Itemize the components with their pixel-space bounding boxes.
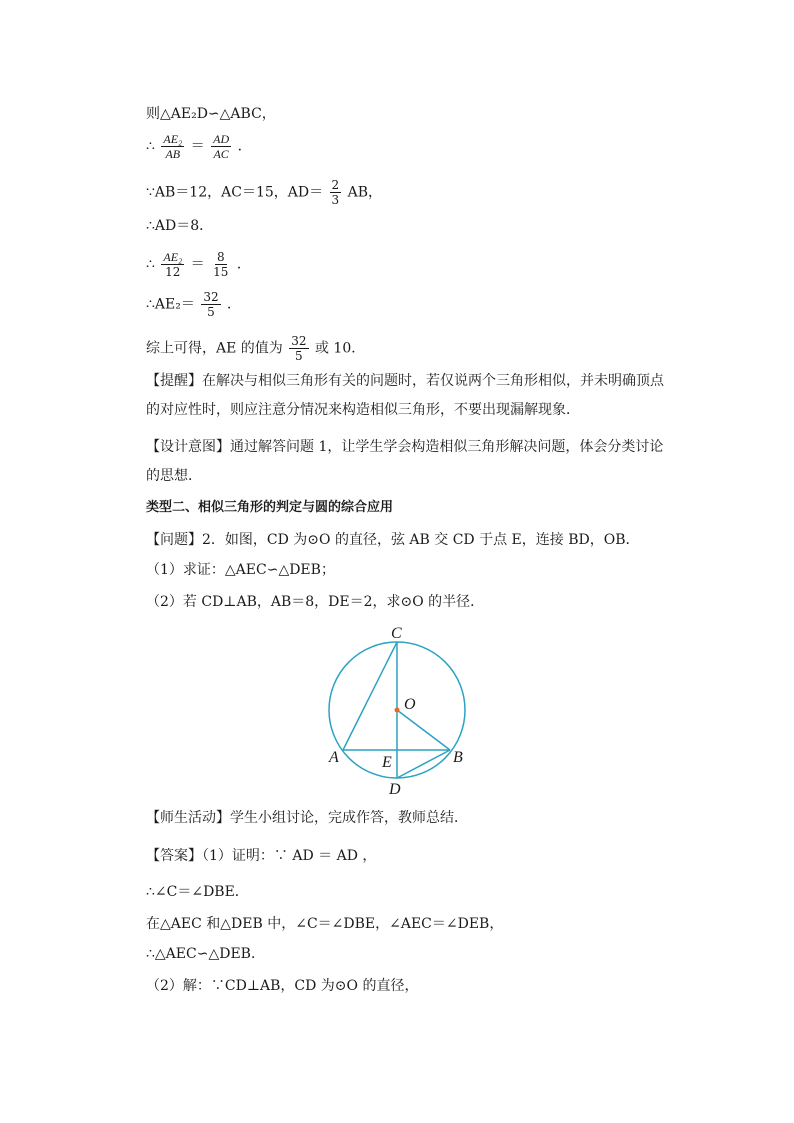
line-ad-value: ∴AD＝8． xyxy=(146,218,214,234)
denominator: 5 xyxy=(207,305,215,319)
section-heading: 类型二、相似三角形的判定与圆的综合应用 xyxy=(146,500,394,515)
numerator: 2 xyxy=(331,178,340,192)
fraction xyxy=(161,250,184,279)
equals: ＝ xyxy=(190,138,205,155)
activity-text: 【师生活动】学生小组讨论，完成作答，教师总结． xyxy=(146,810,468,826)
period: ． xyxy=(236,256,251,273)
label-o: O xyxy=(404,696,416,713)
segment-ob xyxy=(397,710,450,750)
circle-diagram xyxy=(320,622,520,802)
answer-line-4: ∴△AEC∽△DEB． xyxy=(146,946,265,962)
fraction xyxy=(289,334,308,363)
center-point xyxy=(395,708,400,713)
therefore-symbol: ∴ xyxy=(146,256,155,273)
label-e: E xyxy=(382,754,392,771)
ae2-text: ∴AE₂＝ xyxy=(146,296,195,313)
period: ． xyxy=(237,138,252,155)
fraction xyxy=(330,178,342,207)
segment-ac xyxy=(343,642,397,750)
line-ae2-value xyxy=(146,290,241,319)
question-part-1: （1）求证：△AEC∽△DEB； xyxy=(146,562,335,578)
answer-line-5: （2）解：∵CD⊥AB，CD 为⊙O 的直径， xyxy=(146,978,419,994)
fraction xyxy=(161,132,184,161)
given-end: AB， xyxy=(347,184,383,201)
reminder-paragraph: 【提醒】在解决与相似三角形有关的问题时，若仅说两个三角形相似，并未明确顶点的对应性时，则应注意分情况来构造相似三角形，不要出现漏解现象． xyxy=(146,373,664,418)
numerator: 8 xyxy=(216,250,225,264)
label-a: A xyxy=(329,749,339,766)
line-given-values xyxy=(146,178,382,207)
answer-line-3: 在△AEC 和△DEB 中，∠C＝∠DBE，∠AEC＝∠DEB， xyxy=(146,916,504,932)
question-part-2: （2）若 CD⊥AB，AB＝8，DE＝2，求⊙O 的半径． xyxy=(146,594,485,610)
line-ratio-numbers xyxy=(146,250,251,279)
design-intent-paragraph: 【设计意图】通过解答问题 1，让学生学会构造相似三角形解决问题，体会分类讨论的思想． xyxy=(146,439,664,484)
question-text: 【问题】2．如图，CD 为⊙O 的直径，弦 AB 交 CD 于点 E，连接 BD，OB． xyxy=(146,532,640,548)
label-c: C xyxy=(391,625,402,642)
numerator: AD xyxy=(213,132,230,146)
label-b: B xyxy=(453,749,463,766)
denominator: AC xyxy=(213,147,229,161)
fraction xyxy=(211,132,231,161)
fraction xyxy=(201,290,220,319)
numerator: 32 xyxy=(291,334,307,348)
label-d: D xyxy=(389,781,401,798)
line-similar-triangles: 则△AE₂D∽△ABC， xyxy=(146,106,276,122)
segment-bd xyxy=(397,750,450,778)
denominator: AB xyxy=(165,147,181,161)
fraction xyxy=(211,250,230,279)
equals: ＝ xyxy=(190,256,205,273)
numerator: AE₂ xyxy=(163,250,183,264)
conclusion-text: 综上可得，AE 的值为 xyxy=(146,340,283,357)
answer-text: 【答案】（1）证明：∵ AD ＝ AD ， xyxy=(146,848,377,864)
conclusion-end: 或 10． xyxy=(314,340,366,357)
numerator: 32 xyxy=(203,290,219,304)
given-text: ∵AB＝12，AC＝15，AD＝ xyxy=(146,184,324,201)
denominator: 15 xyxy=(213,265,229,279)
denominator: 5 xyxy=(295,349,303,363)
denominator: 12 xyxy=(165,265,181,279)
period: ． xyxy=(227,296,242,313)
answer-line-2: ∴∠C＝∠DBE． xyxy=(146,884,249,900)
denominator: 3 xyxy=(331,193,340,207)
numerator: AE₂ xyxy=(163,132,183,146)
line-ratio-equation xyxy=(146,132,252,161)
therefore-symbol: ∴ xyxy=(146,138,155,155)
line-conclusion xyxy=(146,334,365,363)
